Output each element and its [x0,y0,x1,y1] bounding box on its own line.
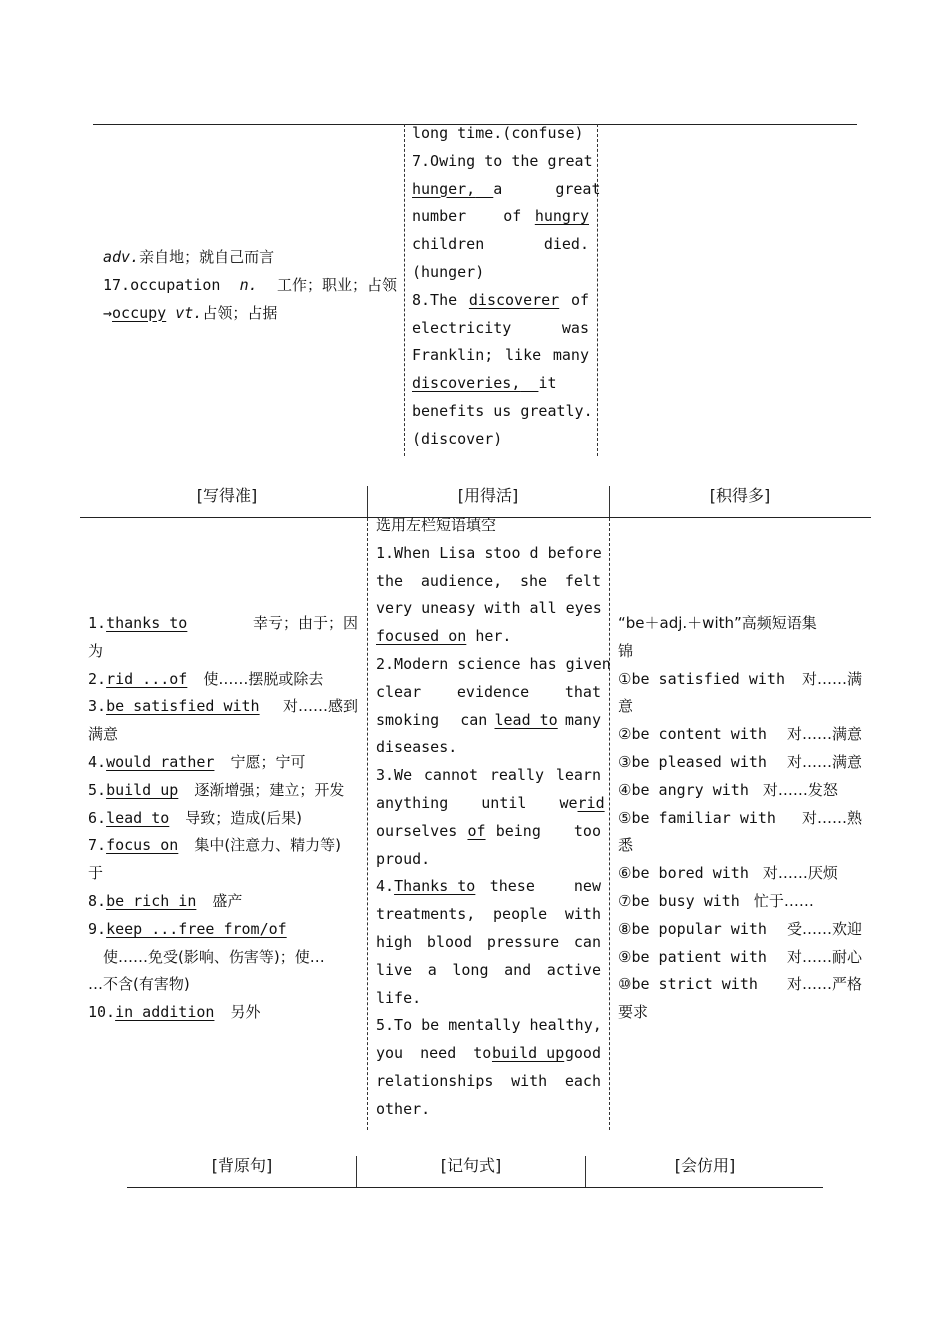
definition: 亲自地；就自己而言 [139,248,275,266]
exercise-line: (hunger) [412,262,485,281]
header-divider [585,1156,586,1188]
list-item: 悉 [618,836,634,855]
exercise-text: good [564,1044,601,1063]
exercise-line: very uneasy with all eyes [376,599,602,618]
exercise-line: electricity was [412,318,589,337]
list-item: 5.build up 逐渐增强；建立；开发 [88,780,345,799]
list-item: ⑧be popular with 受……欢迎 [618,919,862,938]
phrase-answer: keep ...free from/of [106,919,287,938]
exercise-line: other. [376,1099,431,1118]
exercise-line: life. [376,988,422,1007]
exercise-text: a great [493,179,601,198]
phrase-answer: be satisfied with [106,697,260,716]
phrase-answer: rid ...of [106,669,188,688]
exercise-text: her. [475,627,512,646]
exercise-line: benefits us greatly. [412,401,593,420]
list-item: 为 [88,641,104,660]
col-divider [367,518,368,1130]
col-divider [609,518,610,1130]
list-item: 意 [618,697,634,716]
exercise-line [412,203,589,231]
column-header: [积得多] [709,486,771,505]
list-item: 8.be rich in 盛产 [88,891,243,910]
exercise-line [412,370,589,398]
list-item: …不含(有害物) [88,975,190,994]
answer-blank: build up [491,1044,565,1063]
column-header: [用得活] [457,486,519,505]
exercise-line: children died. [412,235,589,254]
exercise-line [376,1040,601,1068]
exercise-text: ourselves [376,821,458,840]
exercise-line [412,176,601,204]
list-item: 于 [88,864,104,883]
exercise-line: diseases. [376,738,458,757]
exercise-line [376,790,605,818]
answer-blank: hungry [534,207,589,226]
exercise-line: clear evidence that [376,682,601,701]
phrase-meaning: 另外 [230,1003,261,1022]
part-of-speech: vt. [175,303,203,322]
list-item: 7.focus on 集中(注意力、精力等) [88,836,342,855]
collection-title: “be＋adj.＋with”高频短语集 [618,614,817,632]
list-item: 要求 [618,1003,649,1022]
answer-blank: discoverer [468,290,560,309]
exercise-text: of [570,290,589,309]
exercise-text: many [564,710,601,729]
header-rule [127,1187,823,1188]
phrase-meaning: 使……摆脱或除去 [203,669,324,688]
phrase-answer: be rich in [106,891,197,910]
phrase-meaning: 对……感到 [282,697,358,716]
exercise-line: 1.When Lisa stoo d before [376,543,602,562]
header-divider [609,486,610,517]
exercise-line: 2.Modern science has given [376,654,611,673]
list-item: ⑦be busy with 忙于…… [618,891,814,910]
definition: 工作；职业；占领 [276,275,397,294]
list-item: ⑨be patient with 对……耐心 [618,947,862,966]
exercise-line: 5.To be mentally healthy, [376,1016,602,1035]
phrase-answer: lead to [106,808,170,827]
exercise-line: 7.Owing to the great [412,151,593,170]
answer-blank: lead to [494,710,558,729]
vocab-answer: occupy [112,303,167,322]
list-item: 6.lead to 导致；造成(后果) [88,808,302,827]
exercise-line: Franklin; like many [412,346,589,365]
list-item: 10.in addition 另外 [88,1003,261,1022]
phrase-answer: thanks to [106,614,188,632]
answer-blank: discoveries, [412,374,521,393]
exercise-text: you need to [376,1044,492,1063]
phrase-meaning: 盛产 [212,891,243,910]
answer-blank: Thanks to [394,877,476,896]
exercise-line: live a long and active [376,960,601,979]
answer-blank: hunger, [412,179,476,198]
list-item: 使……免受(影响、伤害等)；使… [88,947,325,966]
list-item: 9.keep ...free from/of [88,919,287,938]
exercise-line: 3.We cannot really learn [376,766,601,785]
header-divider [367,486,368,517]
exercise-line: proud. [376,849,431,868]
phrase-meaning: 导致；造成(后果) [185,808,302,827]
phrase-answer: focus on [106,836,179,855]
exercise-line [376,873,601,901]
column-header: [记句式] [440,1156,502,1175]
exercise-text: 8.The [412,290,458,309]
exercise-line: high blood pressure can [376,932,601,951]
vocab-exercise-column [412,120,601,454]
list-item: ⑩be strict with 对……严格 [618,975,862,994]
column-header: [写得准] [196,486,258,505]
arrow-icon: → [103,303,113,322]
exercise-line: the audience, she felt [376,571,601,590]
list-item: 3.be satisfied with 对……感到 [88,693,358,721]
collection-title: 锦 [618,641,634,660]
col-divider [404,124,405,456]
exercise-line [412,287,589,315]
exercise-line: long time.(confuse) [412,124,584,142]
header-divider [356,1156,357,1188]
list-item: ⑤be familiar with 对……熟 [618,808,862,827]
list-item: ④be angry with 对……发怒 [618,780,838,799]
phrase-meaning: 宁愿；宁可 [230,752,306,771]
phrase-answer: in addition [115,1003,215,1022]
phrase-answer: would rather [106,752,215,771]
phrase-list [88,610,358,1027]
list-item: ③be pleased with 对……满意 [618,752,862,771]
exercise-text: anything until we [376,793,578,812]
vocab-word: 17.occupation [103,275,221,294]
exercise-title: 选用左栏短语填空 [376,516,497,534]
exercise-line [376,818,601,846]
list-item: 满意 [88,725,119,744]
exercise-text: smoking can [376,710,488,729]
list-item: 2.rid ...of 使……摆脱或除去 [88,669,324,688]
answer-blank: focused on [376,627,467,646]
list-item: 1.thanks to 幸亏；由于；因 [88,610,358,638]
column-header: [会仿用] [674,1156,736,1175]
answer-blank: of [467,821,486,840]
answer-blank: rid [577,793,605,812]
column-header: [背原句] [211,1156,273,1175]
definition: 占领；占据 [202,303,278,322]
list-item: 4.would rather 宁愿；宁可 [88,752,306,771]
part-of-speech: adv. [103,248,140,266]
exercise-line [376,623,601,651]
exercise-text: being too [495,821,601,840]
list-item: ①be satisfied with 对……满 [618,669,862,688]
exercise-text: these new [489,877,601,896]
exercise-text: 4. [376,877,395,896]
phrase-meaning: 幸亏；由于；因 [252,614,358,632]
exercise-text: it [538,374,557,393]
col-divider [597,124,598,456]
vocab-left-column [103,244,397,327]
phrase-meaning: 集中(注意力、精力等) [194,836,342,855]
exercise-line: relationships with each [376,1071,601,1090]
list-item: ②be content with 对……满意 [618,725,862,744]
exercise-line: (discover) [412,429,503,448]
phrase-collection [618,610,862,1027]
exercise-line: treatments, people with [376,905,601,924]
exercise-line [376,707,601,735]
exercise-text: number of [412,207,522,226]
list-item: ⑥be bored with 对……厌烦 [618,864,838,883]
part-of-speech: n. [239,275,258,294]
phrase-meaning: 逐渐增强；建立；开发 [194,780,345,799]
fill-in-exercise [376,512,611,1124]
phrase-answer: build up [106,780,179,799]
